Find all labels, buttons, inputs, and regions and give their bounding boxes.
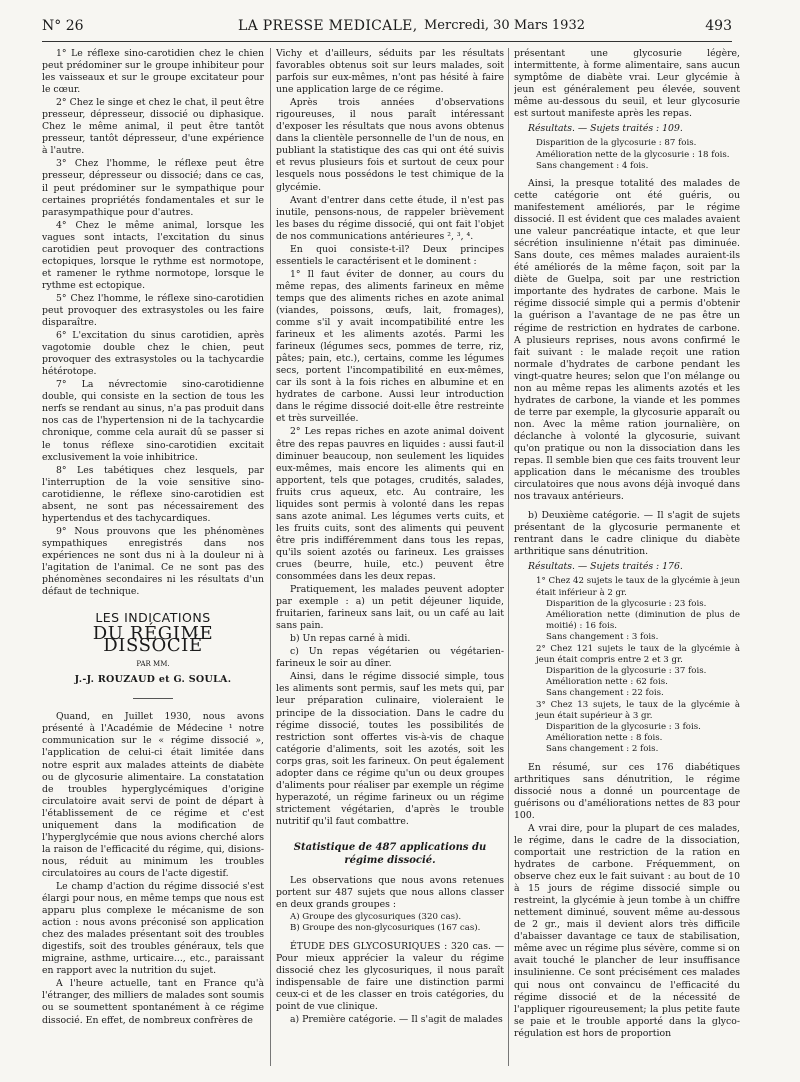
paragraph: b) Deuxième catégorie. — Il s'agit de sujets présentant de la glycosurie permanente et rentrant dans le cadre clinique du diabète arthritique sans dénutrition. bbox=[514, 510, 740, 558]
paragraph: c) Un repas végétarien ou végétarien-farineux le soir au dîner. bbox=[276, 646, 504, 670]
page-number: 493 bbox=[705, 18, 732, 34]
paragraph: 3° Chez l'homme, le réflexe peut être presseur, dépresseur ou dissocié; dans ce cas, il peut prédominer sur le sympathique pour certaines propriétés fondamentales et sur le parasympathique pour d'autres. bbox=[42, 158, 264, 218]
paragraph: 8° Les tabétiques chez lesquels, par l'interruption de la voie sensitive sino-carotidienne, le réflexe sino-carotidien est absent, ne sont pas nécessairement des hypertendus et des tachycardiques. bbox=[42, 464, 264, 524]
paragraph: 7° La névrectomie sino-carotidienne double, qui consiste en la section de tous les nerfs se rendant au sinus, n'a pas produit dans nos cas de l'hypertension ni de la tachycardie chronique, comme cela aurait dû se passer si le tonus réflexe sino-carotidien excitait exclusivement la voie inhibitrice. bbox=[42, 379, 264, 463]
article-authors: J.-J. ROUZAUD et G. SOULA. bbox=[74, 674, 232, 686]
paragraph: En résumé, sur ces 176 diabétiques arthritiques sans dénutrition, le régime dissocié nous a donné un pourcentage de guérisons ou d'améliorations nettes de 83 pour 100. bbox=[514, 761, 740, 821]
results-heading: Résultats. — Sujets traités : 109. bbox=[528, 123, 683, 135]
group-list bbox=[276, 912, 504, 934]
result-line: Amélioration nette (diminution de plus de moitié) : 16 fois. bbox=[546, 610, 740, 632]
paragraph: Pratiquement, les malades peuvent adopter par exemple : a) un petit déjeuner liquide, fruitarien, farineux sans lait, ou un café au lait sans pain. bbox=[276, 584, 504, 632]
paragraph: Après trois années d'observations rigoureuses, il nous paraît intéressant d'exposer les résultats que nous avons obtenus dans la clientèle personnelle de l'un de nous, en publiant la statistique des cas qui ont été suivis et revus plusieurs fois et surtout de ceux pour lesquels nous possédons le test chimique de la glycémie. bbox=[276, 97, 504, 193]
issue-number: N° 26 bbox=[42, 18, 84, 34]
paragraph: b) Un repas carné à midi. bbox=[290, 633, 411, 645]
paragraph: 1° Le réflexe sino-carotidien chez le chien peut prédominer sur le groupe inhibiteur pour les vaisseaux et sur le groupe excitateur pour le cœur. bbox=[42, 48, 264, 96]
paragraph: a) Première catégorie. — Il s'agit de malades bbox=[290, 1013, 503, 1025]
result-line: 3° Chez 13 sujets, le taux de la glycémie à jeun était supérieur à 3 gr. bbox=[536, 699, 740, 721]
paragraph: Quand, en Juillet 1930, nous avons présenté à l'Académie de Médecine ¹ notre communication sur le « régime dissocié », l'application de celui-ci était limitée dans notre esprit aux malades atteints de diabète ou de glycosurie alimentaire. La constatation de troubles hyperglycémiques d'origine circulatoire avait servi de point de départ à l'établissement de ce régime et c'est uniquement dans la modification de l'hyperglycémie que nous avions cherché alors la raison de l'efficacité du régime, qui, disions-nous, réduit au minimum les troubles circulatoires au cours de l'acte digestif. bbox=[42, 711, 264, 879]
article-title: DU RÉGIME DISSOCIÉ bbox=[92, 623, 214, 657]
result-line: 2° Chez 121 sujets le taux de la glycémie à jeun était compris entre 2 et 3 gr. bbox=[536, 643, 740, 665]
paragraph: 9° Nous prouvons que les phénomènes sympathiques enregistrés dans nos expériences ne sont dus ni à la douleur ni à l'agitation de l'animal. Ce ne sont pas des phénomènes secondaires ni les résultats d'un défaut de technique. bbox=[42, 525, 264, 598]
result-line: Disparition de la glycosurie : 87 fois. bbox=[536, 138, 697, 149]
paragraph: 2° Chez le singe et chez le chat, il peut être presseur, dépresseur, dissocié ou diphasique. Chez le même animal, il peut être tantôt presseur, tantôt dépresseur, d'une expérience à l'autre. bbox=[42, 97, 264, 157]
paragraph: A l'heure actuelle, tant en France qu'à l'étranger, des milliers de malades sont soumis ou se soumettent spontanément à ce régime dissocié. En effet, de nombreux confrères de bbox=[42, 978, 264, 1026]
result-line: Sans changement : 4 fois. bbox=[536, 160, 649, 171]
paragraph: 4° Chez le même animal, lorsque les vagues sont intacts, l'excitation du sinus carotidien peut provoquer des contractions ectopiques, lorsque le rythme est normotope, et ramener le rythme normotope, lorsque le rythme est ectopique. bbox=[42, 219, 264, 291]
column-left bbox=[42, 48, 264, 1066]
paragraph: En quoi consiste-t-il? Deux principes essentiels le caractérisent et le dominent : bbox=[276, 243, 504, 267]
paragraph: 6° L'excitation du sinus carotidien, après vagotomie double chez le chien, peut provoquer des extrasystoles ou la tachycardie hétérotope. bbox=[42, 330, 264, 378]
issue-date: Mercredi, 30 Mars 1932 bbox=[424, 18, 585, 33]
article-title-block bbox=[42, 612, 264, 699]
result-line: Amélioration nette : 8 fois. bbox=[546, 733, 663, 744]
result-line: 1° Chez 42 sujets le taux de la glycémie à jeun était inférieur à 2 gr. bbox=[536, 576, 740, 598]
byline-label: PAR MM. bbox=[136, 660, 170, 669]
paragraph: Ainsi, la presque totalité des malades de cette catégorie ont été guéris, ou manifestement améliorés, par le régime dissocié. Il est évident que ces malades avaient une valeur pancréatique intacte, et que leur sécrétion insulinienne n'était pas diminuée. Sans doute, ces mêmes malades auraient-ils été améliorés de la même façon, soit par la diète de Guelpa, soit par une restriction importante des hydrates de carbone. Mais le régime dissocié simple qui a permis d'obtenir la guérison a l'avantage de ne pas être un régime de restriction en hydrates de carbone. A plusieurs reprises, nous avons confirmé le fait suivant : le malade reçoit une ration normale d'hydrates de carbone pendant les vingt-quatre heures; selon que l'on mélange ou non au même repas les aliments azotés et les hydrates de carbone, la viande et les pommes de terre par exemple, la glycosurie apparaît ou non. Avec la même ration journalière, on déclanche à volonté la glycosurie, suivant qu'on pratique ou non la dissociation dans les repas. Il semble bien que ces faits trouvent leur application dans le mécanisme des troubles circulatoires que nous avons déjà invoqué dans nos travaux antérieurs. bbox=[514, 177, 740, 503]
list-item: A) Groupe des glycosuriques (320 cas). bbox=[290, 912, 462, 923]
paragraph: Ainsi, dans le régime dissocié simple, tous les aliments sont permis, sauf les mets qui, par leur préparation culinaire, violeraient le principe de la dissociation. Dans le cadre du régime dissocié, toutes les possibilités de restriction sont offertes vis-à-vis de chaque catégorie d'aliments, soit les azotés, soit les corps gras, soit les farineux. On peut également adopter dans ce régime qu'un ou deux groupes d'aliments pour réaliser par exemple un régime hyperazoté, un régime farineux ou un régime strictement végétarien, d'après le trouble nutritif qu'il faut combattre. bbox=[276, 671, 504, 827]
paragraph: 1° Il faut éviter de donner, au cours du même repas, des aliments farineux en même temps que des aliments riches en azote animal (viandes, poissons, œufs, lait, fromages), comme s'il y avait incompatibilité entre les farineux et les aliments azotés. Parmi les farineux (légumes secs, pommes de terre, riz, pâtes; pain, etc.), certains, comme les légumes secs, portent l'incompatibilité en eux-mêmes, car ils sont à la fois riches en albumine et en hydrates de carbone. Aussi leur introduction dans le régime dissocié doit-elle être restreinte et très surveillée. bbox=[276, 268, 504, 425]
result-line: Disparition de la glycosurie : 3 fois. bbox=[546, 722, 701, 733]
results-heading: Résultats. — Sujets traités : 176. bbox=[528, 561, 683, 573]
paragraph: Les observations que nous avons retenues portent sur 487 sujets que nous allons classer en deux grands groupes : bbox=[276, 875, 504, 911]
result-line: Amélioration nette : 62 fois. bbox=[546, 677, 668, 688]
paragraph: présentant une glycosurie légère, intermittente, à forme alimentaire, sans aucun symptôme de diabète vrai. Leur glycémie à jeun est généralement peu élevée, souvent même au-dessous du seuil, et leur glycosurie est surtout manifeste après les repas. bbox=[514, 48, 740, 120]
paragraph: A vrai dire, pour la plupart de ces malades, le régime, dans le cadre de la dissociation, comportait une restriction de la ration en hydrates de carbone. Fréquemment, on observe chez eux le fait suivant : au bout de 10 à 15 jours de régime dissocié simple ou restreint, la glycémie à jeun tombe à un chiffre nettement diminué, souvent même au-dessous de 2 gr., mais il devient alors très difficile d'abaisser davantage ce taux de stabilisation, même avec un régime plus sévère, comme si on avait touché le plancher de leur insuffisance insulinienne. Ce sont précisément ces malades qui nous ont convaincu de l'efficacité du régime dissocié et de la nécessité de l'appliquer rigoureusement; la plus petite faute se paie et le trouble apporté dans la glyco-régulation est hors de proportion bbox=[514, 822, 740, 1039]
column-right bbox=[514, 48, 740, 1066]
result-line: Sans changement : 3 fois. bbox=[546, 632, 659, 643]
column-middle bbox=[276, 48, 504, 1066]
column-divider bbox=[270, 48, 271, 1066]
paragraph: Le champ d'action du régime dissocié s'est élargi pour nous, en même temps que nous est apparu plus complexe le mécanisme de son action : nous avons préconisé son application chez des malades présentant soit des troubles digestifs, soit des troubles généraux, tels que migraine, asthme, urticaire..., etc., paraissant en rapport avec la nutrition du sujet. bbox=[42, 881, 264, 977]
paragraph: Avant d'entrer dans cette étude, il n'est pas inutile, pensons-nous, de rappeler brièvement les bases du régime dissocié, qui ont fait l'objet de nos communications antérieures ², ³, ⁴. bbox=[276, 194, 504, 242]
result-line: Sans changement : 22 fois. bbox=[546, 688, 664, 699]
paragraph: Vichy et d'ailleurs, séduits par les résultats favorables obtenus soit sur leurs malades, soit parfois sur eux-mêmes, n'ont pas hésité à faire une application large de ce régime. bbox=[276, 48, 504, 96]
section-heading: Statistique de 487 applications du régime dissocié. bbox=[293, 842, 487, 866]
paragraph: ÉTUDE DES GLYCOSURIQUES : 320 cas. — Pour mieux apprécier la valeur du régime dissocié chez les glycosuriques, il nous paraît indispensable de faire une distinction parmi ceux-ci et de les classer en trois catégories, du point de vue clinique. bbox=[276, 940, 504, 1012]
paragraph: 2° Les repas riches en azote animal doivent être des repas pauvres en liquides : aussi faut-il diminuer beaucoup, non seulement les liquides eux-mêmes, mais encore les aliments qui en apportent, tels que potages, crudités, salades, fruits crus aqueux, etc. Au contraire, les liquides sont permis à volonté dans les repas sans azote animal. Les légumes verts cuits, et les fruits cuits, sont des aliments qui peuvent être pris indifféremment dans tous les repas, qu'ils soient azotés ou farineux. Les graisses crues (beurre, huile, etc.) peuvent être consommées dans les deux repas. bbox=[276, 426, 504, 583]
result-line: Disparition de la glycosurie : 23 fois. bbox=[546, 598, 707, 609]
list-item: B) Groupe des non-glycosuriques (167 cas). bbox=[290, 923, 481, 934]
page-header bbox=[42, 14, 732, 42]
article-title-small: LES INDICATIONS bbox=[95, 610, 211, 626]
result-line: Sans changement : 2 fois. bbox=[546, 744, 659, 755]
column-divider bbox=[508, 48, 509, 1066]
paragraph: 5° Chez l'homme, le réflexe sino-carotidien peut provoquer des extrasystoles ou les faire disparaître. bbox=[42, 292, 264, 329]
journal-title: LA PRESSE MEDICALE, bbox=[238, 18, 418, 34]
title-divider bbox=[133, 698, 173, 699]
result-line: Disparition de la glycosurie : 37 fois. bbox=[546, 666, 707, 677]
result-line: Amélioration nette de la glycosurie : 18 fois. bbox=[536, 149, 730, 160]
